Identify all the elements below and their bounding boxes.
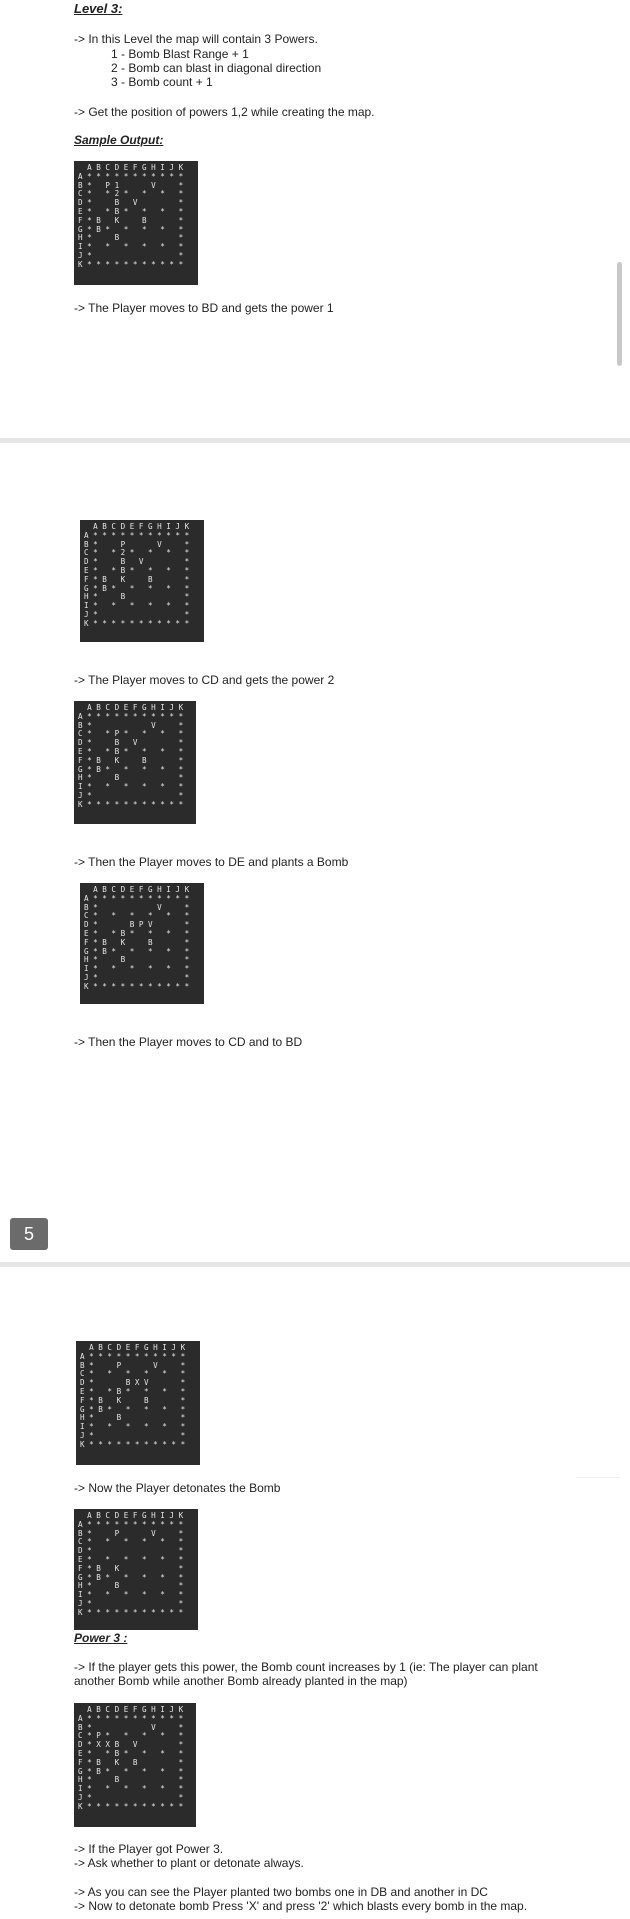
map-grid-row: C * * 2 * * * * (78, 189, 184, 199)
map-grid-row: I * * * * * * (80, 1422, 186, 1432)
map-grid-row: B * V * (84, 902, 190, 912)
power3-line-1: -> If the player gets this power, the Bomb count increases by 1 (ie: The player can plant (74, 1660, 538, 1674)
map-grid-row: E * * B * * * * (84, 565, 190, 575)
map-grid-3 (74, 701, 196, 824)
map-grid-row: K * * * * * * * * * * * (84, 618, 190, 628)
map-grid-1 (74, 161, 198, 285)
map-grid-row: G * B * * * * * (80, 1404, 186, 1414)
map-grid-row: D * X X B V * (78, 1740, 184, 1750)
map-grid-row: J * * (78, 1792, 184, 1802)
map-grid-row: J * * (78, 250, 184, 260)
map-grid-row: F * B K B * (78, 215, 184, 225)
step-text-1: -> The Player moves to BD and gets the power 1 (74, 301, 334, 315)
map-grid-row: D * B P V * (84, 920, 190, 930)
intro-line: -> In this Level the map will contain 3 Powers. (74, 32, 318, 46)
map-grid-row: A B C D E F G H I J K (80, 1343, 186, 1352)
map-grid-row: J * * (78, 790, 184, 800)
map-grid-row: I * * * * * * (84, 964, 190, 974)
power-item-3: 3 - Bomb count + 1 (111, 75, 213, 89)
map-grid-row: A * * * * * * * * * * * (80, 1351, 186, 1361)
map-grid-row: H * B * (80, 1413, 186, 1423)
level-heading: Level 3: (74, 1, 123, 16)
map-grid-row: D * B V * (78, 738, 184, 748)
map-grid-row: C * P * * * * * (78, 1731, 184, 1741)
map-grid-4 (80, 883, 204, 1004)
map-grid-row: E * * B * * * * (80, 1386, 186, 1396)
step-text-3: -> Then the Player moves to DE and plants a Bomb (74, 855, 349, 869)
map-grid-row: E * * B * * * * (78, 1748, 184, 1758)
final-line-1: -> If the Player got Power 3. (74, 1842, 224, 1856)
map-grid-row: A * * * * * * * * * * * (78, 1713, 184, 1723)
map-grid-row: B * P 1 V * (78, 180, 184, 190)
map-grid-row: C * * * * * * (84, 911, 190, 921)
map-grid-row: I * * * * * * (84, 601, 190, 611)
page-number-badge: 5 (10, 1218, 48, 1250)
map-grid-row: A B C D E F G H I J K (78, 703, 184, 712)
map-grid-row: H * B * (84, 592, 190, 602)
sample-output-heading: Sample Output: (74, 133, 164, 147)
map-grid-row: B * V * (78, 720, 184, 730)
map-grid-row: E * * B * * * * (78, 746, 184, 756)
map-grid-row: J * * (78, 1598, 184, 1608)
map-grid-row: K * * * * * * * * * * * (78, 1607, 184, 1617)
map-grid-row: H * B * (78, 233, 184, 243)
divider (576, 1477, 620, 1478)
map-grid-row: G * B * * * * * (78, 764, 184, 774)
map-grid-row: C * * * * * * (80, 1369, 186, 1379)
final-line-4: -> Now to detonate bomb Press 'X' and press '2' which blasts every bomb in the map. (74, 1899, 528, 1913)
map-grid-row: C * * P * * * * (78, 729, 184, 739)
map-grid-row: G * B * * * * * (78, 1766, 184, 1776)
map-grid-7 (74, 1703, 196, 1827)
map-grid-row: K * * * * * * * * * * * (78, 259, 184, 269)
scrollbar-thumb[interactable] (617, 262, 622, 366)
map-grid-row: A B C D E F G H I J K (84, 885, 190, 894)
map-grid-row: A B C D E F G H I J K (84, 522, 190, 531)
map-grid-row: J * * (84, 609, 190, 619)
map-grid-row: D * B V * (78, 198, 184, 208)
map-grid-row: F * B K B * (80, 1395, 186, 1405)
map-grid-row: H * B * (78, 1775, 184, 1785)
map-grid-row: F * B K B * (78, 1757, 184, 1767)
map-grid-row: I * * * * * * (78, 1590, 184, 1600)
power-item-1: 1 - Bomb Blast Range + 1 (111, 47, 249, 61)
map-grid-row: H * B * (84, 955, 190, 965)
map-grid-row: K * * * * * * * * * * * (78, 799, 184, 809)
map-grid-row: E * * B * * * * (78, 206, 184, 216)
map-grid-row: B * P V * (84, 539, 190, 549)
step-text-2: -> The Player moves to CD and gets the power 2 (74, 673, 335, 687)
map-grid-row: G * B * * * * * (84, 946, 190, 956)
final-line-3: -> As you can see the Player planted two bombs one in DB and another in DC (74, 1885, 488, 1899)
map-grid-row: G * B * * * * * (84, 583, 190, 593)
map-grid-row: H * B * (78, 1581, 184, 1591)
map-grid-row: A * * * * * * * * * * * (78, 711, 184, 721)
map-grid-row: A * * * * * * * * * * * (78, 171, 184, 181)
map-grid-row: G * B * * * * * (78, 224, 184, 234)
map-grid-row: F * B K * (78, 1563, 184, 1573)
map-grid-row: I * * * * * * (78, 782, 184, 792)
final-line-2: -> Ask whether to plant or detonate always. (74, 1856, 304, 1870)
map-grid-row: K * * * * * * * * * * * (78, 1801, 184, 1811)
step-text-5: -> Now the Player detonates the Bomb (74, 1481, 281, 1495)
map-grid-5 (76, 1341, 200, 1465)
map-grid-row: J * * (84, 972, 190, 982)
map-grid-row: A * * * * * * * * * * * (84, 530, 190, 540)
map-grid-2 (80, 520, 204, 642)
map-grid-row: A * * * * * * * * * * * (78, 1519, 184, 1529)
get-position-line: -> Get the position of powers 1,2 while creating the map. (74, 105, 375, 119)
map-grid-row: B * P V * (80, 1360, 186, 1370)
map-grid-row: E * * B * * * * (84, 928, 190, 938)
map-grid-row: F * B K B * (84, 937, 190, 947)
map-grid-row: I * * * * * * (78, 1784, 184, 1794)
map-grid-row: J * * (80, 1430, 186, 1440)
map-grid-row: F * B K B * (78, 755, 184, 765)
map-grid-row: I * * * * * * (78, 242, 184, 252)
map-grid-row: D * * (78, 1546, 184, 1556)
map-grid-row: D * B X V * (80, 1378, 186, 1388)
map-grid-row: A * * * * * * * * * * * (84, 893, 190, 903)
map-grid-row: G * B * * * * * (78, 1572, 184, 1582)
step-text-4: -> Then the Player moves to CD and to BD (74, 1035, 303, 1049)
map-grid-row: C * * 2 * * * * (84, 548, 190, 558)
power3-heading: Power 3 : (74, 1631, 128, 1645)
power-item-2: 2 - Bomb can blast in diagonal direction (111, 61, 322, 75)
map-grid-row: E * * * * * * (78, 1554, 184, 1564)
map-grid-row: B * P V * (78, 1528, 184, 1538)
map-grid-row: A B C D E F G H I J K (78, 1705, 184, 1714)
map-grid-row: F * B K B * (84, 574, 190, 584)
map-grid-row: A B C D E F G H I J K (78, 1511, 184, 1520)
map-grid-row: K * * * * * * * * * * * (84, 981, 190, 991)
map-grid-row: A B C D E F G H I J K (78, 163, 184, 172)
map-grid-6 (74, 1509, 198, 1630)
map-grid-row: B * V * (78, 1722, 184, 1732)
map-grid-row: D * B V * (84, 557, 190, 567)
power3-line-2: another Bomb while another Bomb already planted in the map) (74, 1674, 408, 1688)
map-grid-row: K * * * * * * * * * * * (80, 1439, 186, 1449)
map-grid-row: C * * * * * * (78, 1537, 184, 1547)
map-grid-row: H * B * (78, 773, 184, 783)
